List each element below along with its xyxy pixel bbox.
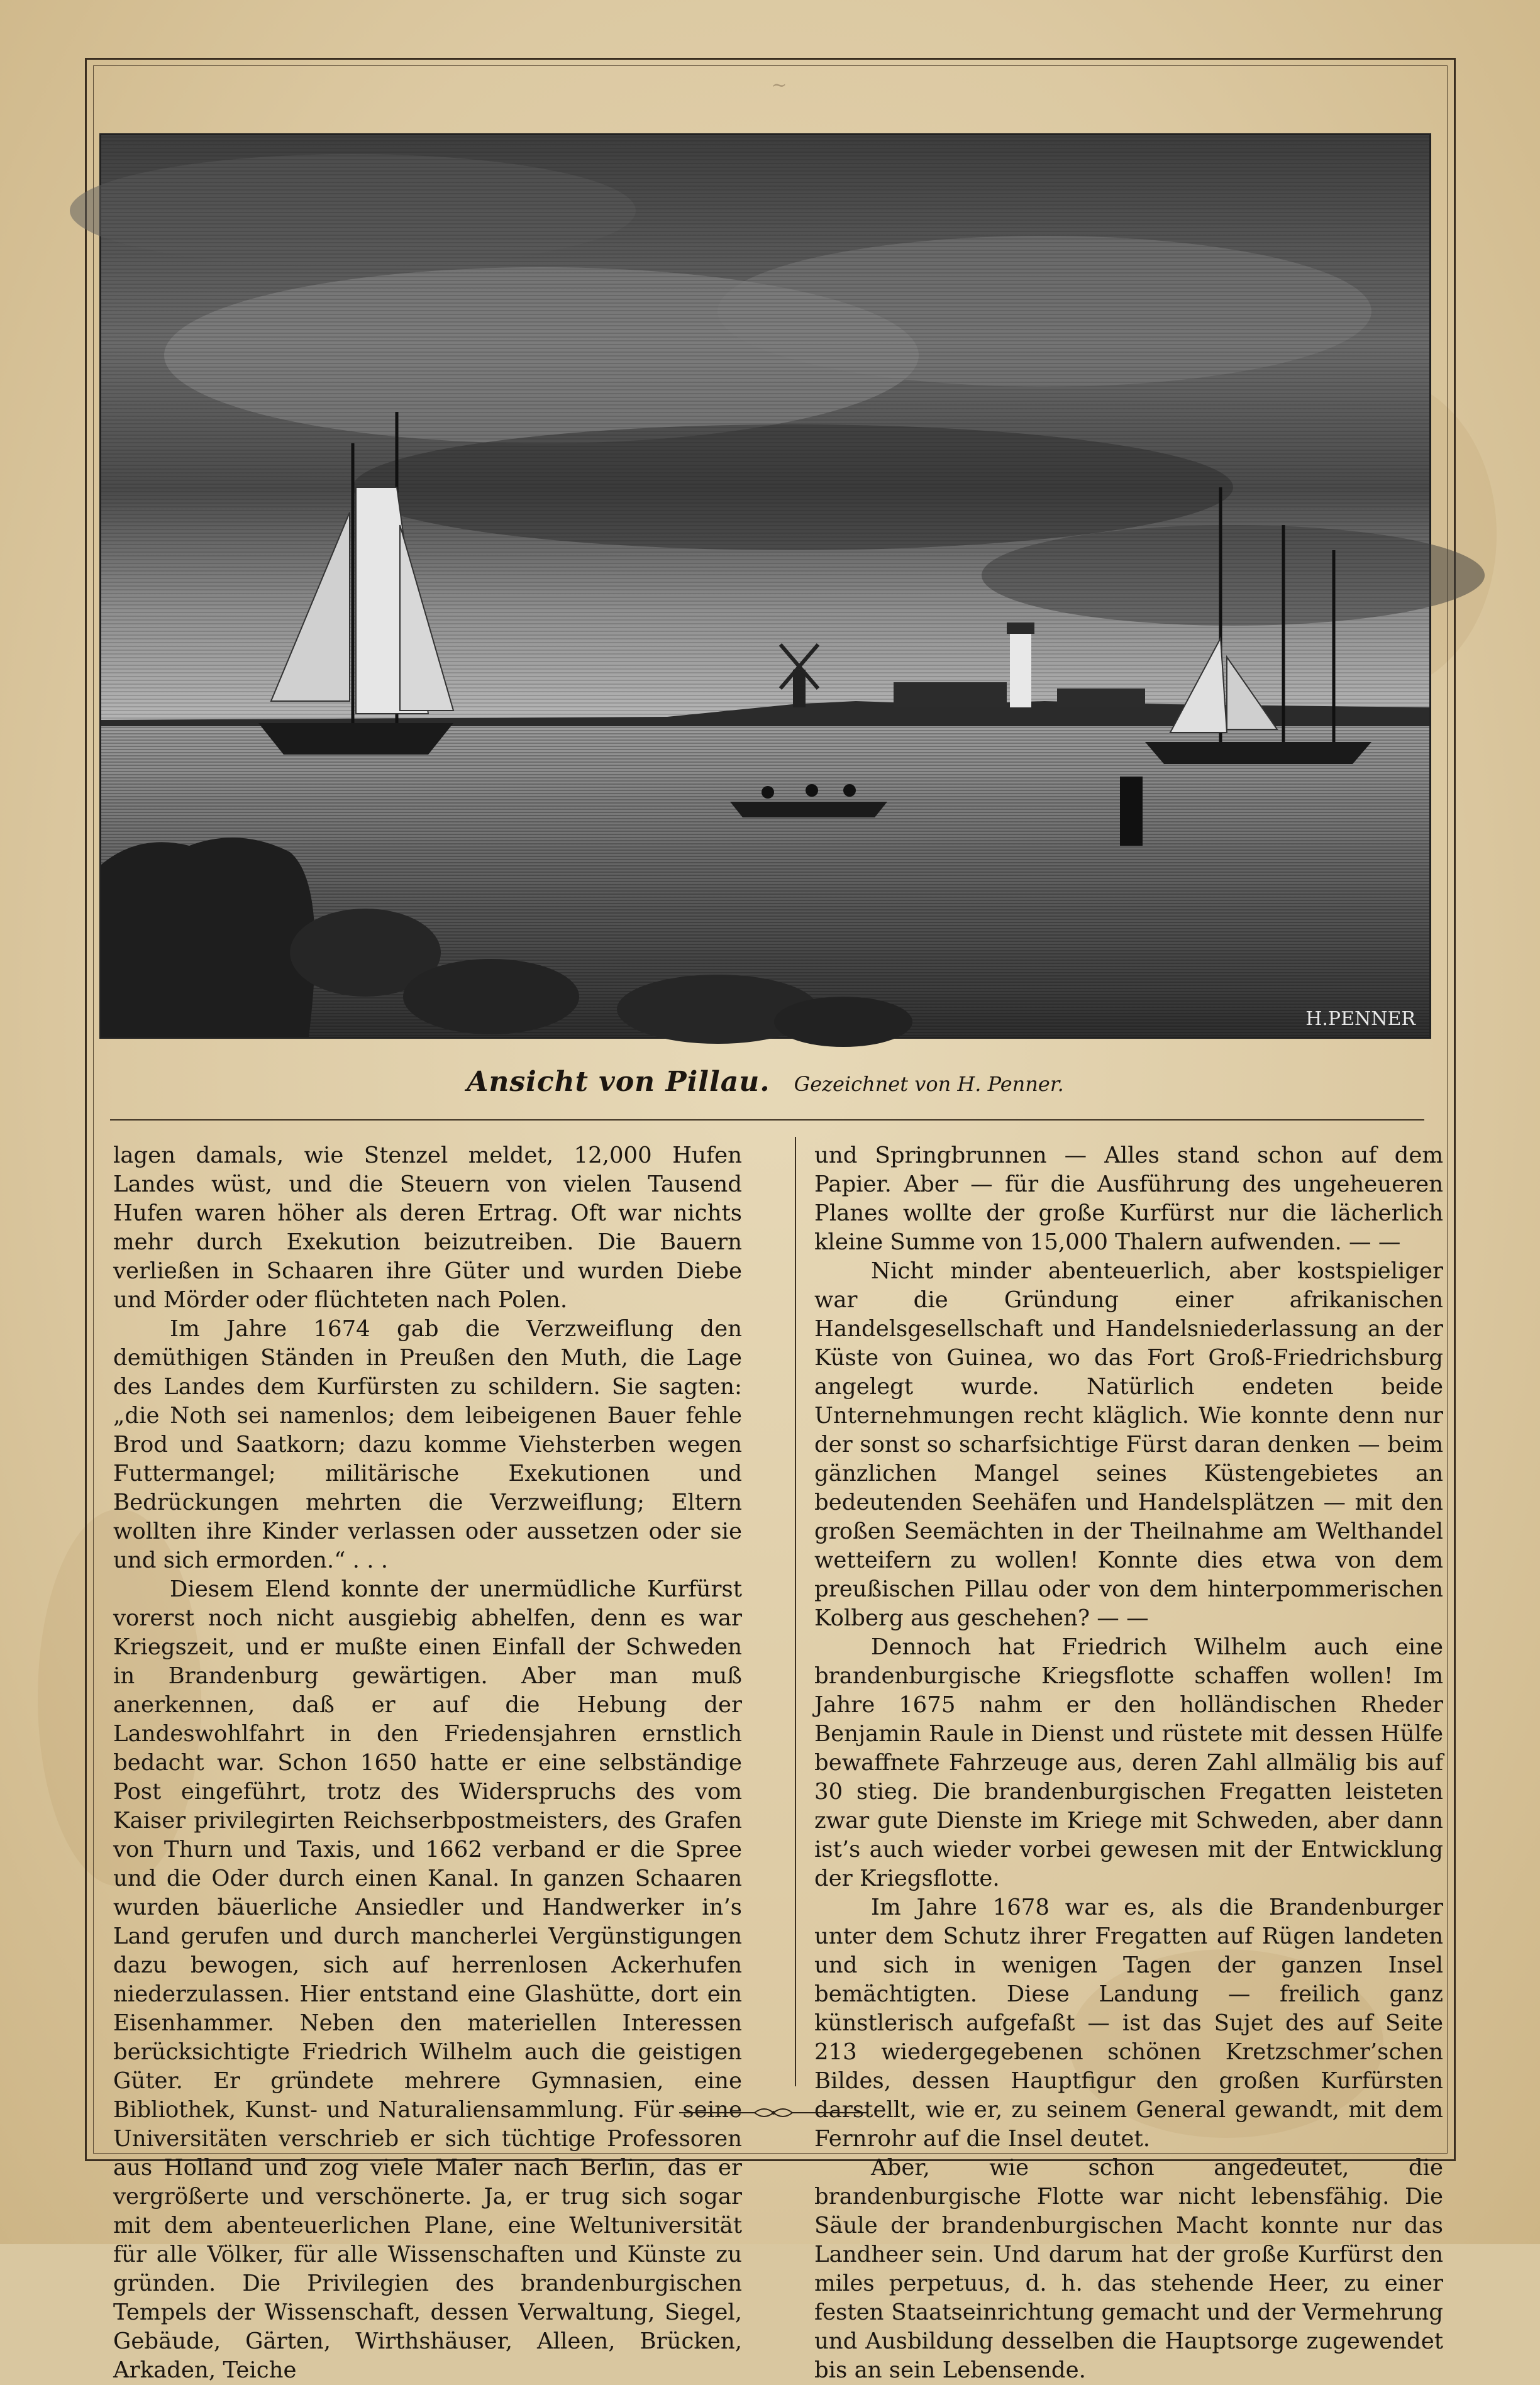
rock: [403, 959, 579, 1034]
town-buildings: [894, 682, 1007, 707]
rock: [774, 997, 912, 1047]
horizontal-rule: [110, 1119, 1424, 1121]
engraver-signature: H.PENNER: [1305, 1008, 1415, 1030]
paragraph: und Springbrunnen — Alles stand schon auf dem Papier. Aber — für die Ausführung des ungeheueren Planes wollte der große Kurfürst nur die lächerlich kleine Summe von 15,000 Thalern aufwenden. — —: [814, 1143, 1443, 1255]
column-divider: [795, 1137, 796, 2086]
caption-credit: Gezeichnet von H. Penner.: [794, 1072, 1064, 1096]
caption-title: Ansicht von Pillau.: [467, 1066, 770, 1098]
paragraph: lagen damals, wie Stenzel meldet, 12,000 Hufen Landes wüst, und die Steuern von vielen Tausend Hufen waren höher als deren Ertrag. Oft war nichts mehr durch Exekution beizutreiben. Die Bauern verließen in Schaaren ihre Güter und wurden Diebe und Mörder oder flüchteten nach Polen.: [113, 1143, 742, 1313]
end-ornament-icon: [679, 2105, 868, 2120]
paragraph: Nicht minder abenteuerlich, aber kostspieliger war die Gründung einer afrikanischen Handelsgesellschaft und Handelsniederlassung an der Küste von Guinea, wo das Fort Groß-Friedrichsburg angelegt wurde. Natürlich endeten beide Unternehmungen recht kläglich. Wie konnte denn nur der sonst so scharfsichtige Fürst daran denken — beim gänzlichen Mangel seines Küstengebietes an bedeutenden Seehäfen und Handelsplätzen — mit den großen Seemächten in der Theilnahme am Welthandel wetteifern zu wollen! Konnte dies etwa von dem preußischen Pillau oder von dem hinterpommerischen Kolberg aus geschehen? — —: [814, 1258, 1443, 1631]
foreground-rocks: [101, 838, 315, 1037]
text-column-right: [814, 1141, 1443, 2383]
paragraph: Dennoch hat Friedrich Wilhelm auch eine brandenburgische Kriegsflotte schaffen wollen! Im Jahre 1675 nahm er den holländischen Rheder Benjamin Raule in Dienst und rüstete mit dessen Hülfe bewaffnete Fahrzeuge aus, deren Zahl allmälig bis auf 30 stieg. Die brandenburgischen Fregatten leisteten zwar gute Dienste im Kriege mit Schweden, aber dann ist’s auch wieder vorbei gewesen mit der Entwicklung der Kriegsflotte.: [814, 1634, 1443, 1891]
mooring-post: [1120, 777, 1143, 846]
illustration-caption: [99, 1066, 1431, 1104]
page-number-faint: ~: [771, 74, 789, 96]
lighthouse-top: [1007, 623, 1034, 634]
paragraph: Im Jahre 1674 gab die Verzweiflung den demüthigen Ständen in Preußen den Muth, die Lage des Landes dem Kurfürsten zu schildern. Sie sagten: „die Noth sei namenlos; dem leibeigenen Bauer fehle Brod und Saatkorn; dazu komme Viehsterben wegen Futtermangel; militärische Exekutionen und Bedrückungen mehrten die Verzweiflung; Eltern wollten ihre Kinder verlassen oder aussetzen oder sie und sich ermorden.“ . . .: [113, 1316, 742, 1573]
lighthouse: [1010, 632, 1031, 707]
paragraph: Diesem Elend konnte der unermüdliche Kurfürst vorerst noch nicht ausgiebig abhelfen, denn es war Kriegszeit, und er mußte einen Einfall der Schweden in Brandenburg gewärtigen. Aber man muß anerkennen, daß er auf die Hebung der Landeswohlfahrt in den Friedensjahren ernstlich bedacht war. Schon 1650 hatte er eine selbständige Post eingeführt, trotz des Widerspruchs des vom Kaiser privilegirten Reichserbpostmeisters, des Grafen von Thurn und Taxis, und 1662 verband er die Spree und die Oder durch einen Kanal. In ganzen Schaaren wurden bäuerliche Ansiedler und Handwerker in’s Land gerufen und durch mancherlei Vergünstigungen dazu bewogen, sich auf herrenlosen Ackerhufen niederzulassen. Hier entstand eine Glashütte, dort ein Eisenhammer. Neben den materiellen Interessen berücksichtigte Friedrich Wilhelm auch die geistigen Güter. Er gründete mehrere Gymnasien, eine Bibliothek, Kunst- und Naturaliensammlung. Für seine Universitäten verschrieb er sich tüchtige Professoren aus Holland und zog viele Maler nach Berlin, das er vergrößerte und verschönerte. Ja, er trug sich sogar mit dem abenteuerlichen Plane, eine Weltuniversität für alle Völker, für alle Wissenschaften und Künste zu gründen. Die Privilegien des brandenburgischen Tempels der Wissenschaft, dessen Verwaltung, Siegel, Gebäude, Gärten, Wirthshäuser, Alleen, Brücken, Arkaden, Teiche: [113, 1576, 742, 2383]
ship-hull: [1145, 742, 1371, 764]
harbor-engraving: [101, 135, 1429, 1037]
paragraph: Im Jahre 1678 war es, als die Brandenburger unter dem Schutz ihrer Fregatten auf Rügen landeten und sich in wenigen Tagen der ganzen Insel bemächtigten. Diese Landung — freilich ganz künstlerisch aufgefaßt — ist das Sujet des auf Seite 213 wiedergegebenen schönen Kretzschmer’schen Bildes, dessen Hauptfigur den großen Kurfürsten darstellt, wie er, zu seinem General gewandt, mit dem Fernrohr auf die Insel deutet.: [814, 1895, 1443, 2152]
town-buildings: [1057, 689, 1145, 707]
paragraph: Aber, wie schon angedeutet, die brandenburgische Flotte war nicht lebensfähig. Die Säule der brandenburgischen Macht konnte nur das Landheer sein. Und darum hat der große Kurfürst den miles perpetuus, d. h. das stehende Heer, zu einer festen Staatseinrichtung gemacht und der Vermehrung und Ausbildung desselben die Hauptsorge zugewendet bis an sein Lebensende.: [814, 2155, 1443, 2383]
schooner-hull: [258, 723, 453, 755]
rowboat: [730, 802, 887, 817]
rower: [762, 786, 774, 799]
windmill: [793, 670, 806, 707]
rower: [806, 784, 818, 797]
engraving-illustration: [99, 133, 1431, 1039]
text-column-left: [113, 1141, 742, 2383]
rower: [843, 784, 856, 797]
